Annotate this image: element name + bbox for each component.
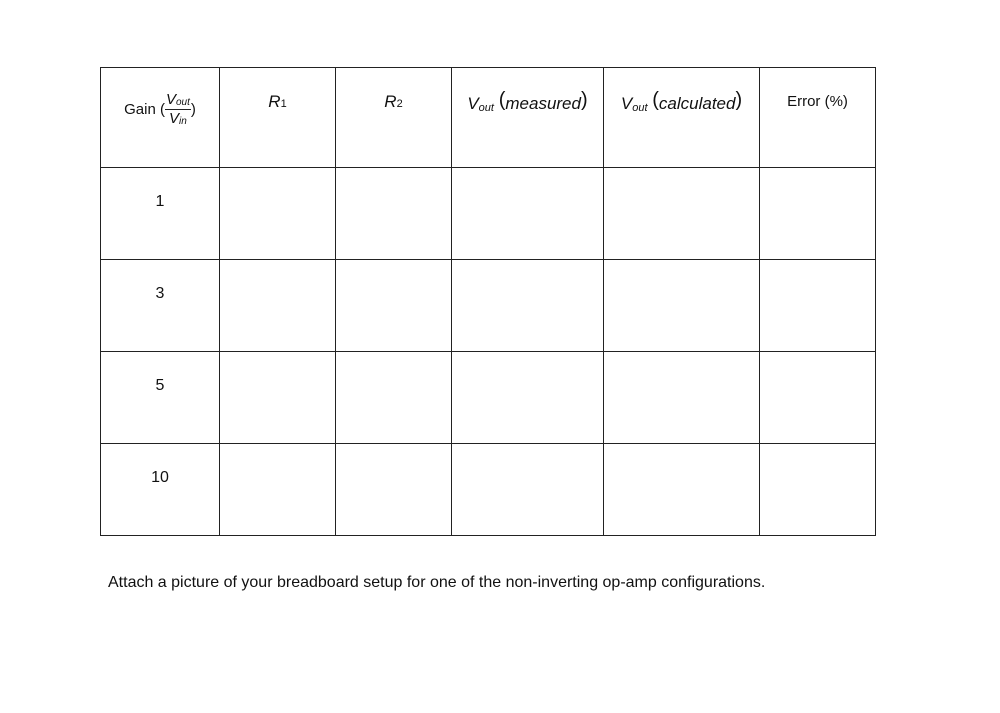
header-vout-calculated — [604, 68, 760, 168]
header-vout-measured — [452, 68, 604, 168]
vout-measured-cell[interactable] — [452, 260, 604, 352]
vout-calculated-cell[interactable] — [604, 444, 760, 536]
gain-denominator: V — [169, 110, 180, 127]
gain-label: Gain ( — [124, 101, 165, 118]
r1-cell[interactable] — [220, 260, 336, 352]
r2-cell[interactable] — [336, 352, 452, 444]
gain-cell — [101, 352, 220, 444]
header-r1 — [220, 68, 336, 168]
header-r2 — [336, 68, 452, 168]
vout-measured-cell[interactable] — [452, 168, 604, 260]
vout-calculated-cell[interactable] — [604, 168, 760, 260]
error-cell[interactable] — [760, 352, 876, 444]
vout-calculated-symbol: V — [620, 94, 633, 113]
table-row — [101, 260, 876, 352]
vout-calculated-close-paren: ) — [735, 89, 743, 111]
instruction-note: Attach a picture of your breadboard setup for one of the non-inverting op-amp configurations. — [108, 574, 766, 591]
vout-measured-cell[interactable] — [452, 352, 604, 444]
error-cell[interactable] — [760, 260, 876, 352]
error-cell[interactable] — [760, 168, 876, 260]
r1-cell[interactable] — [220, 168, 336, 260]
r1-symbol: R — [268, 92, 281, 111]
r2-index: 2 — [396, 98, 403, 110]
vout-measured-sub: out — [478, 102, 494, 114]
r1-cell[interactable] — [220, 352, 336, 444]
header-row — [101, 68, 876, 168]
header-gain — [101, 68, 220, 168]
vout-measured-cell[interactable] — [452, 444, 604, 536]
gain-data-table — [100, 67, 876, 536]
vout-measured-close-paren: ) — [580, 89, 588, 111]
r2-cell[interactable] — [336, 260, 452, 352]
gain-close-paren: ) — [190, 101, 196, 118]
r1-index: 1 — [280, 98, 287, 110]
header-error — [760, 68, 876, 168]
table-row — [101, 444, 876, 536]
gain-numerator: V — [165, 91, 176, 108]
gain-fraction — [165, 92, 191, 127]
gain-value: 5 — [155, 377, 165, 394]
gain-value: 10 — [151, 469, 169, 486]
gain-numerator-sub: out — [175, 97, 190, 108]
vout-measured-symbol: V — [467, 94, 479, 113]
table-row — [101, 352, 876, 444]
gain-cell — [101, 444, 220, 536]
vout-calculated-cell[interactable] — [604, 260, 760, 352]
gain-value: 3 — [155, 285, 165, 302]
r2-cell[interactable] — [336, 168, 452, 260]
vout-calculated-sub: out — [632, 102, 648, 114]
r2-cell[interactable] — [336, 444, 452, 536]
error-cell[interactable] — [760, 444, 876, 536]
r1-cell[interactable] — [220, 444, 336, 536]
vout-measured-text: measured — [505, 94, 581, 113]
gain-value: 1 — [155, 193, 165, 210]
error-header-label: Error (%) — [787, 93, 848, 110]
vout-calculated-text: calculated — [658, 94, 736, 113]
vout-calculated-open-paren: ( — [652, 89, 659, 111]
r2-symbol: R — [384, 92, 397, 111]
vout-measured-open-paren: ( — [498, 89, 506, 111]
gain-cell — [101, 168, 220, 260]
gain-cell — [101, 260, 220, 352]
table-row — [101, 168, 876, 260]
gain-denominator-sub: in — [179, 116, 187, 127]
vout-calculated-cell[interactable] — [604, 352, 760, 444]
